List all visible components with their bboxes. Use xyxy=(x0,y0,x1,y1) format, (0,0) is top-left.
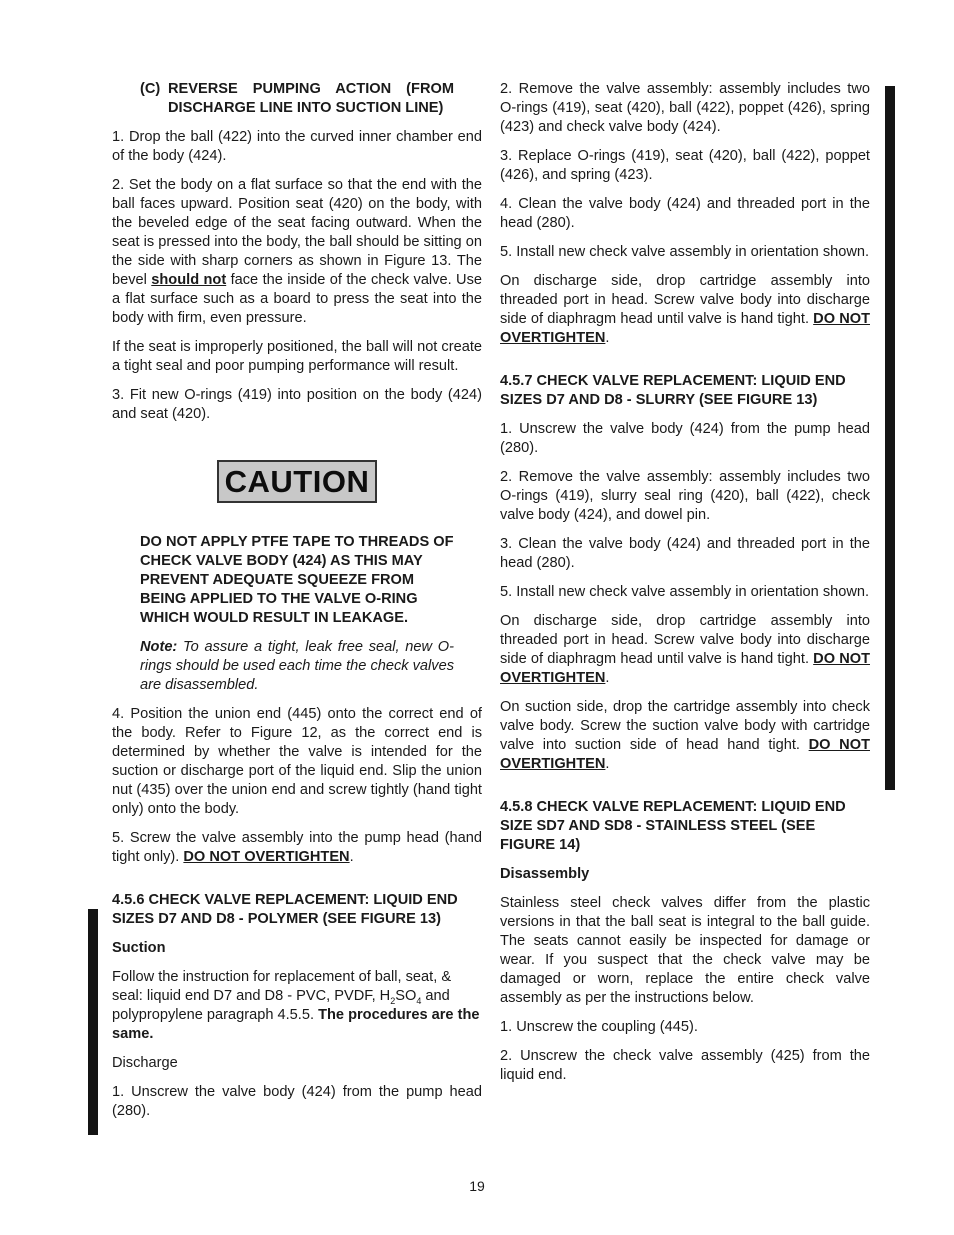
do-not-overtighten: DO NOT OVERTIGHTEN xyxy=(500,311,870,346)
page-number: 19 xyxy=(469,1178,485,1194)
s-step-5: 5. Install new check valve assembly in orientation shown. xyxy=(500,584,870,600)
do-not-overtighten: DO NOT OVERTIGHTEN xyxy=(183,849,350,865)
note xyxy=(140,638,454,695)
section-c-label: (C) xyxy=(140,81,161,97)
d-step-2: 2. Remove the valve assembly: assembly includes two O-rings (419), seat (420), ball (422), poppet (426), spring (423) and check valve body (424). xyxy=(500,81,870,135)
revision-bar-right xyxy=(885,86,895,790)
step-3: 3. Fit new O-rings (419) into position on the body (424) and seat (420). xyxy=(112,387,482,422)
left-column xyxy=(112,80,482,1131)
note-label: Note: xyxy=(140,639,178,655)
s-discharge-note: On discharge side, drop cartridge assembly into threaded port in head. Screw valve body into discharge side of diaphragm head until valve is hand tight. DO NOT OVERTIGHTEN. xyxy=(500,613,870,686)
s-step-1: 1. Unscrew the valve body (424) from the pump head (280). xyxy=(500,421,870,456)
ss-intro: Stainless steel check valves differ from the plastic versions in that the ball seat is integral to the ball guide. The seats cannot easily be inspected for damage or wear. If you suspect that the check valve may be damaged or worn, replace the entire check valve assembly as per the instructions below. xyxy=(500,895,870,1006)
s-step-2: 2. Remove the valve assembly: assembly includes two O-rings (419), slurry seal ring (420), ball (422), check valve body (424), and dowel pin. xyxy=(500,469,870,523)
caution-banner xyxy=(112,460,482,503)
revision-bar-left xyxy=(88,909,98,1135)
d-discharge-note: On discharge side, drop cartridge assembly into threaded port in head. Screw valve body into discharge side of diaphragm head until valve is hand tight. DO NOT OVERTIGHTEN. xyxy=(500,273,870,346)
seat-warning: If the seat is improperly positioned, the ball will not create a tight seal and poor pumping performance will result. xyxy=(112,339,482,374)
section-c-title: REVERSE PUMPING ACTION (FROM DISCHARGE LINE INTO SUCTION LINE) xyxy=(168,81,454,116)
right-column xyxy=(500,80,870,1095)
do-not-overtighten: DO NOT OVERTIGHTEN xyxy=(500,651,870,686)
step-1: 1. Drop the ball (422) into the curved inner chamber end of the body (424). xyxy=(112,129,482,164)
d-step-5: 5. Install new check valve assembly in orientation shown. xyxy=(500,244,870,260)
step-2: 2. Set the body on a flat surface so that the end with the ball faces upward. Position seat (420) on the body, with the beveled edge of the seat facing outward. When the seat is pressed into the body, the ball should be sitting on the side with sharp corners as shown in Figure 13. The bevel should not face the inside of the check valve. Use a flat surface such as a board to press the seat into the body with firm, even pressure. xyxy=(112,177,482,326)
step-4: 4. Position the union end (445) onto the correct end of the body. Refer to Figure 12, as the correct end is determined by whether the valve is intended for the suction or discharge port of the liquid end. Slip the union nut (435) over the union end and screw tightly (hand tight only) onto the body. xyxy=(112,706,482,817)
note-text: To assure a tight, leak free seal, new O-rings should be used each time the check valves are disassembled. xyxy=(140,639,454,693)
ss-step-1: 1. Unscrew the coupling (445). xyxy=(500,1019,698,1035)
caution-text: DO NOT APPLY PTFE TAPE TO THREADS OF CHECK VALVE BODY (424) AS THIS MAY PREVENT ADEQUATE SQUEEZE FROM BEING APPLIED TO THE VALVE O-RING WHICH WOULD RESULT IN LEAKAGE. xyxy=(140,534,454,626)
s-step-3: 3. Clean the valve body (424) and threaded port in the head (280). xyxy=(500,536,870,571)
section-c-heading xyxy=(140,80,454,118)
section-458-heading: 4.5.8 CHECK VALVE REPLACEMENT: LIQUID END SIZE SD7 AND SD8 - STAINLESS STEEL (SEE FIGURE 14) xyxy=(500,799,846,853)
procedures-same: The procedures are the same. xyxy=(112,1007,480,1042)
discharge-step-1: 1. Unscrew the valve body (424) from the pump head (280). xyxy=(112,1084,482,1119)
caution-label: CAUTION xyxy=(217,460,378,503)
do-not-overtighten: DO NOT OVERTIGHTEN xyxy=(500,737,870,772)
suction-heading: Suction xyxy=(112,940,166,956)
s-suction-note: On suction side, drop the cartridge assembly into check valve body. Screw the suction valve body with cartridge valve into suction side of head hand tight. DO NOT OVERTIGHTEN. xyxy=(500,699,870,772)
suction-text: Follow the instruction for replacement of ball, seat, & seal: liquid end D7 and D8 - PVC, PVDF, $H_2SO_4$ and polypropylene paragraph 4.5.5. The procedures are the same. xyxy=(112,969,480,1042)
d-step-4: 4. Clean the valve body (424) and threaded port in the head (280). xyxy=(500,196,870,231)
d-step-3: 3. Replace O-rings (419), seat (420), ball (422), poppet (426), and spring (423). xyxy=(500,148,870,183)
emphasis-should-not: should not xyxy=(151,272,227,288)
ss-step-2: 2. Unscrew the check valve assembly (425) from the liquid end. xyxy=(500,1048,870,1083)
disassembly-heading: Disassembly xyxy=(500,866,590,882)
section-456-heading: 4.5.6 CHECK VALVE REPLACEMENT: LIQUID END SIZES D7 AND D8 - POLYMER (SEE FIGURE 13) xyxy=(112,892,458,927)
discharge-heading: Discharge xyxy=(112,1055,178,1071)
section-457-heading: 4.5.7 CHECK VALVE REPLACEMENT: LIQUID END SIZES D7 AND D8 - SLURRY (SEE FIGURE 13) xyxy=(500,373,846,408)
step-5: 5. Screw the valve assembly into the pump head (hand tight only). DO NOT OVERTIGHTEN. xyxy=(112,830,482,865)
